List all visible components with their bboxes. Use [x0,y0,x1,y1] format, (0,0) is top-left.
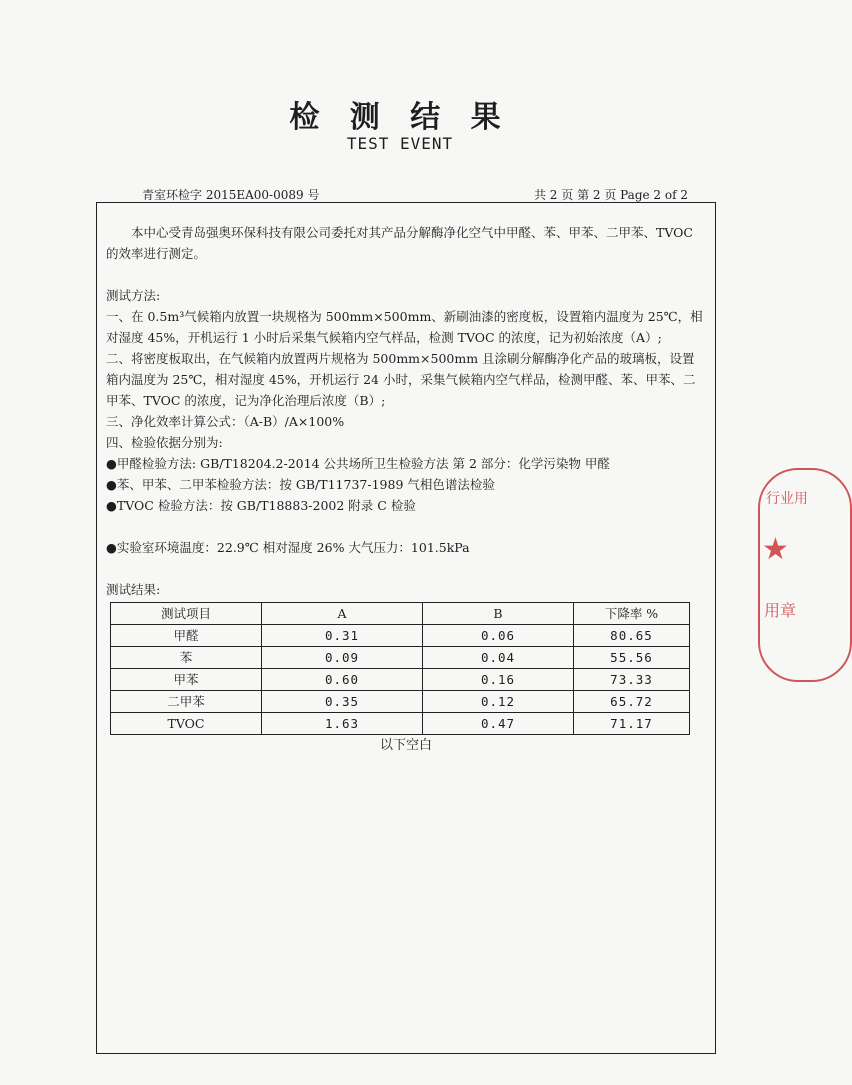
cell-item: 二甲苯 [111,691,262,713]
cell-item: 甲苯 [111,669,262,691]
method-step-3: 三、净化效率计算公式：（A-B）/A×100% [106,414,345,429]
table-row [111,713,690,735]
basis-formaldehyde: ●甲醛检验方法: GB/T18204.2-2014 公共场所卫生检验方法 第 2 部分：化学污染物 甲醛 [106,456,610,471]
cell-reduction: 65.72 [574,691,690,713]
method-step-4: 四、检验依据分别为: [106,435,223,450]
cell-b: 0.06 [423,625,574,647]
basis-benzene: ●苯、甲苯、二甲苯检验方法：按 GB/T11737-1989 气相色谱法检验 [106,477,495,492]
cell-a: 1.63 [262,713,423,735]
cell-reduction: 73.33 [574,669,690,691]
table-row [111,647,690,669]
table-row [111,625,690,647]
cell-b: 0.12 [423,691,574,713]
stamp-text-bottom: 用章 [764,601,797,620]
header-a: A [262,603,423,625]
cell-b: 0.16 [423,669,574,691]
report-number: 青室环检字 2015EA00-0089 号 [142,188,320,202]
official-stamp [758,468,852,682]
method-heading: 测试方法: [106,288,161,303]
intro-paragraph: 本中心受青岛强奥环保科技有限公司委托对其产品分解酶净化空气中甲醛、苯、甲苯、二甲苯、TVOC 的效率进行测定。 [106,225,693,261]
table-header-row [111,603,690,625]
basis-tvoc: ●TVOC 检验方法：按 GB/T18883-2002 附录 C 检验 [106,498,416,513]
method-step-2: 二、将密度板取出，在气候箱内放置两片规格为 500mm×500mm 且涂刷分解酶净化产品的玻璃板，设置箱内温度为 25℃，相对湿度 45%，开机运行 24 小时，采集气候箱内空气样品，检测甲醛、苯、甲苯、二甲苯、TVOC 的浓度，记为净化治理后浓度（B）; [106,351,696,408]
cell-item: 甲醛 [111,625,262,647]
lab-environment: ●实验室环境温度：22.9℃ 相对湿度 26% 大气压力：101.5kPa [106,540,470,555]
cell-b: 0.47 [423,713,574,735]
header-item: 测试项目 [111,603,262,625]
table-row [111,669,690,691]
cell-a: 0.09 [262,647,423,669]
cell-b: 0.04 [423,647,574,669]
cell-reduction: 71.17 [574,713,690,735]
cell-a: 0.60 [262,669,423,691]
stamp-text-top: 行业用 [766,491,808,507]
results-heading: 测试结果: [106,582,161,597]
cell-reduction: 55.56 [574,647,690,669]
cell-a: 0.31 [262,625,423,647]
document-title-en: TEST EVENT [346,134,454,153]
table-row [111,691,690,713]
cell-a: 0.35 [262,691,423,713]
page-info: 共 2 页 第 2 页 Page 2 of 2 [533,188,688,202]
results-table [110,602,690,735]
header-b: B [423,603,574,625]
header-reduction: 下降率 % [574,603,690,625]
blank-below-note: 以下空白 [379,738,432,753]
cell-item: 苯 [111,647,262,669]
document-title-cn: 检 测 结 果 [289,100,511,135]
cell-item: TVOC [111,713,262,735]
star-icon: ★ [762,532,789,567]
report-content [106,222,706,756]
cell-reduction: 80.65 [574,625,690,647]
method-step-1: 一、在 0.5m³气候箱内放置一块规格为 500mm×500mm、新刷油漆的密度板，设置箱内温度为 25℃，相对湿度 45%，开机运行 1 小时后采集气候箱内空气样品，检测 TVOC 的浓度，记为初始浓度（A）; [106,309,703,345]
